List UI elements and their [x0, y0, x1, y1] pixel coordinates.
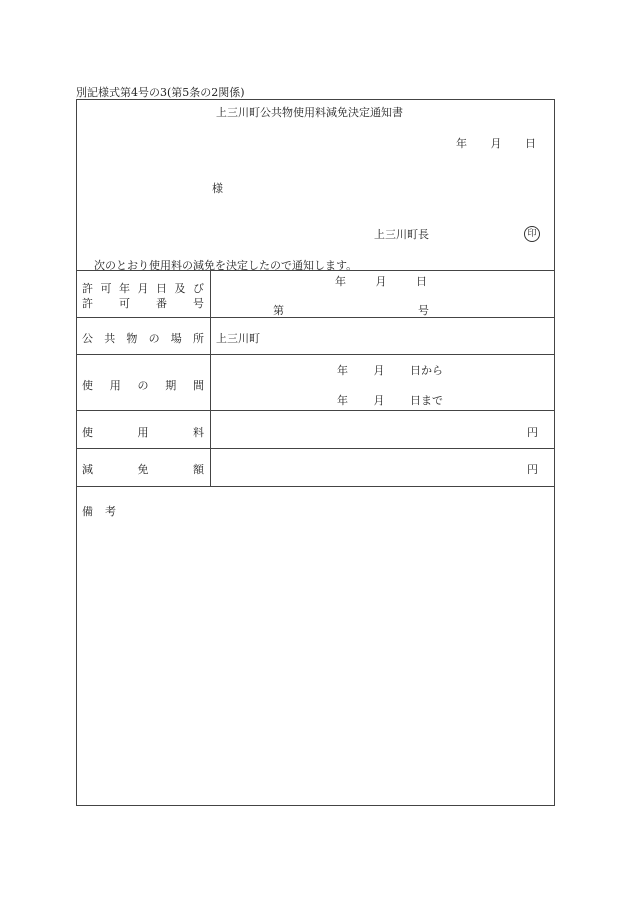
- permit-label-char: 可: [119, 297, 130, 310]
- permit-number-suffix: 号: [418, 304, 429, 317]
- permit-label-char: 年: [119, 282, 130, 295]
- location-label-char: 物: [126, 332, 138, 345]
- remarks-label-char: 備: [82, 505, 93, 518]
- fee-label-char: 料: [193, 426, 204, 439]
- reduction-label-char: 額: [193, 463, 204, 476]
- permit-label-line1: [82, 280, 204, 296]
- fee-label-char: 使: [82, 426, 93, 439]
- reduction-label: [82, 461, 204, 477]
- period-from-day: 日から: [410, 364, 443, 377]
- permit-label-char: 許: [82, 282, 93, 295]
- fee-unit: 円: [527, 426, 538, 439]
- reduction-label-char: 免: [137, 463, 149, 476]
- permit-label-char: 日: [156, 282, 167, 295]
- row-rule-5: [76, 486, 555, 487]
- period-to-year: 年: [337, 394, 348, 407]
- permit-label-line2: [82, 295, 204, 311]
- row-rule-2: [76, 354, 555, 355]
- seal-mark: 印: [524, 226, 540, 242]
- reduction-label-char: 減: [82, 463, 93, 476]
- location-label-char: 公: [82, 332, 93, 345]
- table-top-rule: [76, 270, 555, 271]
- permit-label-char: 及: [174, 282, 186, 295]
- addressee-suffix: 様: [212, 182, 223, 195]
- notice-text: 次のとおり使用料の減免を決定したので通知します。: [94, 259, 358, 272]
- location-value: 上三川町: [216, 332, 260, 345]
- remarks-label-char: 考: [105, 505, 116, 518]
- row-rule-4: [76, 448, 555, 449]
- location-label-char: 共: [104, 332, 116, 345]
- issuer-name: 上三川町長: [374, 228, 429, 241]
- period-label-char: 間: [193, 379, 204, 392]
- permit-date-year: 年: [335, 275, 346, 288]
- location-label-char: 場: [170, 332, 182, 345]
- permit-number-prefix: 第: [273, 304, 284, 317]
- document-title: 上三川町公共物使用料減免決定通知書: [216, 106, 403, 119]
- permit-label-char: 許: [82, 297, 93, 310]
- period-label: [82, 377, 204, 393]
- row-rule-1: [76, 317, 555, 318]
- reduction-unit: 円: [527, 463, 538, 476]
- form-frame: [76, 99, 555, 806]
- period-from: [337, 362, 443, 378]
- period-label-char: 使: [82, 379, 93, 392]
- period-to-month: 月: [373, 394, 385, 407]
- fee-label: [82, 424, 204, 440]
- form-caption: 別記様式第4号の3(第5条の2関係): [76, 86, 245, 99]
- period-from-year: 年: [337, 364, 348, 377]
- permit-label-char: 可: [100, 282, 112, 295]
- column-divider: [210, 270, 211, 486]
- location-label: [82, 330, 204, 346]
- permit-date-month: 月: [375, 275, 387, 288]
- issue-date-year: 年: [456, 137, 467, 150]
- permit-date: [335, 273, 427, 289]
- row-rule-3: [76, 410, 555, 411]
- permit-label-char: 番: [156, 297, 167, 310]
- issue-date-month: 月: [490, 137, 502, 150]
- period-from-month: 月: [373, 364, 385, 377]
- remarks-label: [82, 503, 116, 519]
- issue-date-day: 日: [525, 137, 536, 150]
- issue-date: [456, 135, 536, 151]
- permit-date-day: 日: [416, 275, 427, 288]
- period-to-day: 日まで: [410, 394, 443, 407]
- permit-label-char: び: [193, 282, 204, 295]
- location-label-char: 所: [192, 332, 204, 345]
- fee-label-char: 用: [137, 426, 149, 439]
- permit-label-char: 号: [193, 297, 204, 310]
- period-label-char: 用: [109, 379, 121, 392]
- permit-label-char: 月: [137, 282, 149, 295]
- period-label-char: の: [137, 379, 149, 392]
- period-to: [337, 392, 443, 408]
- location-label-char: の: [148, 332, 160, 345]
- period-label-char: 期: [165, 379, 177, 392]
